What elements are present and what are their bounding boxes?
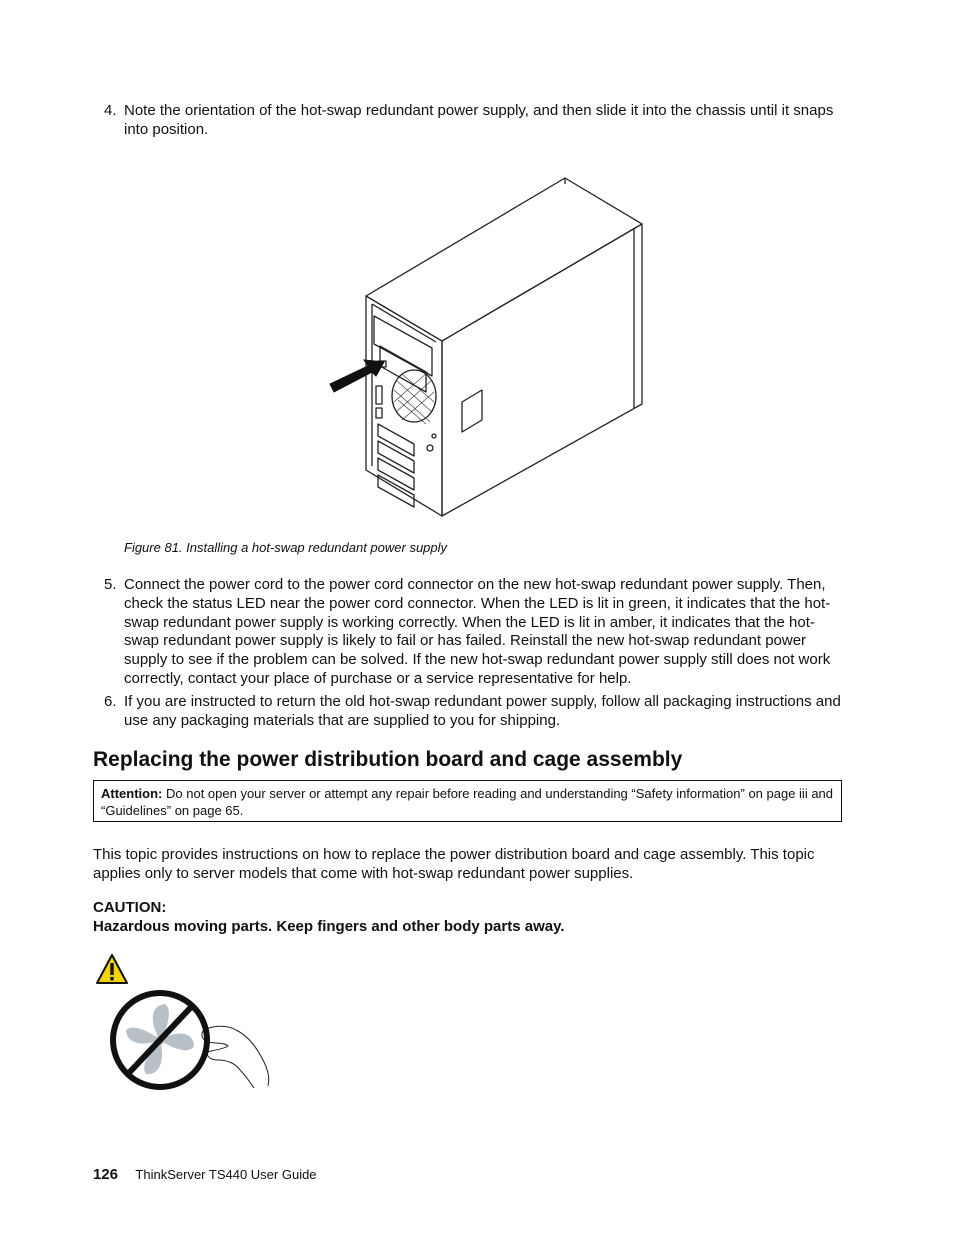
step-number: 4. <box>104 102 117 119</box>
step-number: 5. <box>104 576 117 593</box>
document-title: ThinkServer TS440 User Guide <box>135 1167 317 1182</box>
step-text: If you are instructed to return the old hot-swap redundant power supply, follow all packaging instructions and use any packaging materials that are supplied to you for shipping. <box>124 693 841 729</box>
attention-text: Do not open your server or attempt any repair before reading and understanding “Safety information” on page iii and “Guidelines” on page 65. <box>101 786 834 818</box>
attention-label: Attention: <box>101 786 163 801</box>
step-text: Note the orientation of the hot-swap redundant power supply, and then slide it into the chassis until it snaps into position. <box>124 102 834 138</box>
figure-caption: Figure 81. Installing a hot-swap redundant power supply <box>124 540 448 555</box>
attention-box <box>93 780 842 822</box>
intro-paragraph: This topic provides instructions on how to replace the power distribution board and cage assembly. This topic applies only to server models that come with hot-swap redundant power supplies. <box>93 846 815 882</box>
caution-text: Hazardous moving parts. Keep fingers and other body parts away. <box>93 918 565 935</box>
page-footer <box>93 1166 317 1183</box>
server-power-supply-illustration <box>322 176 652 521</box>
warning-triangle-icon <box>95 953 129 985</box>
section-title: Replacing the power distribution board and cage assembly <box>93 748 683 771</box>
caution-label: CAUTION: <box>93 899 167 916</box>
moving-fan-hazard-icon <box>108 990 278 1090</box>
step-number: 6. <box>104 693 117 710</box>
step-text: Connect the power cord to the power cord connector on the new hot-swap redundant power supply. Then, check the status LED near the power cord connector. When the LED is lit in green, it indicates that the hot-swap redundant power supply is working correctly. When the LED is lit in amber, it indicates that the hot-swap redundant power supply is likely to fail or has failed. Reinstall the new hot-swap redundant power supply to see if the problem can be solved. If the new hot-swap redundant power supply still does not work correctly, contact your place of purchase or a service representative for help. <box>124 576 831 687</box>
page-number: 126 <box>93 1166 119 1183</box>
